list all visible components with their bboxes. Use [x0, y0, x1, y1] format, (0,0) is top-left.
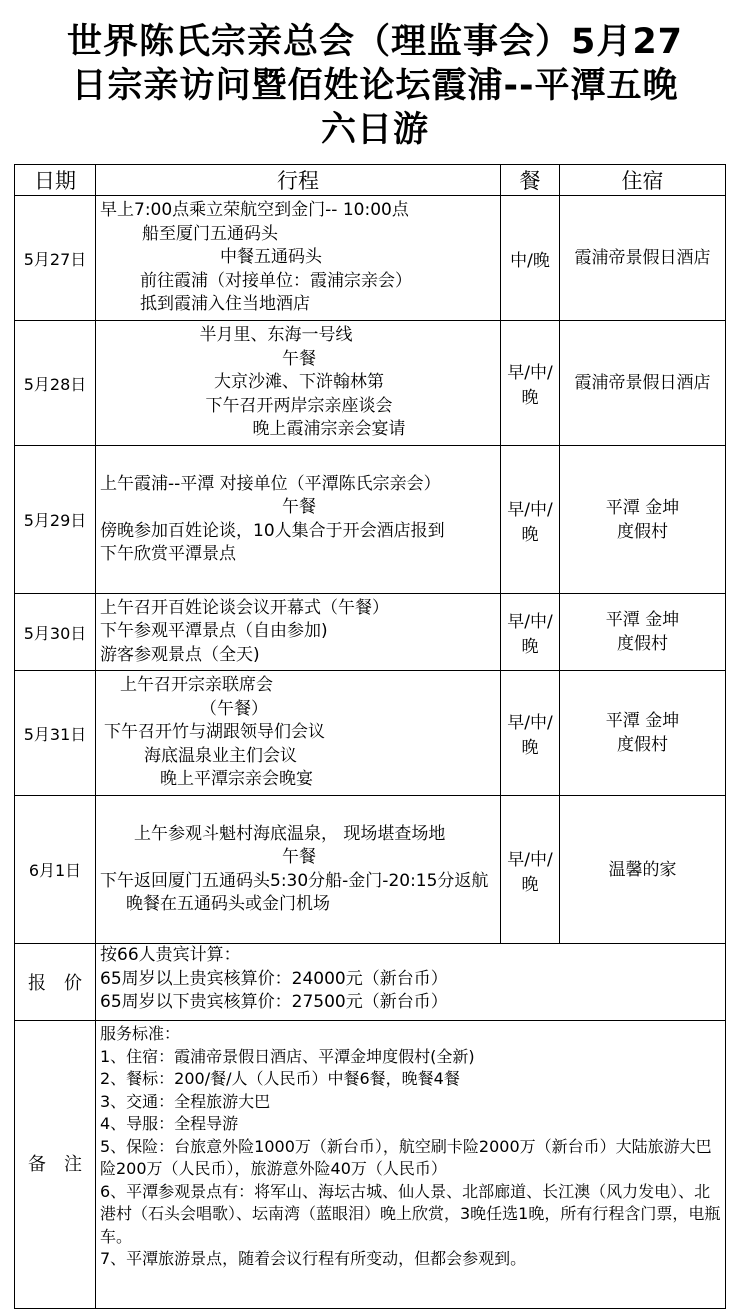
row-stay: 霞浦帝景假日酒店	[560, 196, 726, 321]
itinerary-line: 午餐	[282, 847, 316, 867]
row-itinerary	[96, 796, 501, 944]
row-date: 5月31日	[15, 671, 96, 796]
title-line: 日宗亲访问暨佰姓论坛霞浦--平潭五晚	[71, 66, 679, 106]
row-itinerary	[96, 321, 501, 446]
table-row	[15, 671, 726, 796]
notes-label: 备 注	[15, 1021, 96, 1309]
header-stay: 住宿	[560, 165, 726, 196]
row-itinerary	[96, 671, 501, 796]
itinerary-line: 晚上平潭宗亲会晚宴	[160, 769, 313, 790]
header-meal: 餐	[501, 165, 560, 196]
itinerary-table	[14, 164, 726, 1309]
header-itinerary: 行程	[96, 165, 501, 196]
header-date: 日期	[15, 165, 96, 196]
table-row	[15, 446, 726, 594]
row-date: 5月30日	[15, 594, 96, 671]
price-line: 65周岁以上贵宾核算价：24000元（新台币）	[100, 968, 448, 989]
itinerary-line: 傍晚参加百姓论谈，10人集合于开会酒店报到	[100, 520, 445, 541]
notes-line: 2、餐标：200/餐/人（人民币）中餐6餐，晚餐4餐	[100, 1069, 460, 1088]
price-details	[96, 944, 726, 1021]
row-date: 5月28日	[15, 321, 96, 446]
itinerary-line: 半月里、东海一号线	[199, 325, 353, 346]
itinerary-line: 晚上霞浦宗亲会宴请	[252, 419, 406, 440]
itinerary-line: 下午欣赏平潭景点	[100, 544, 236, 564]
row-itinerary	[96, 594, 501, 671]
itinerary-line: 下午参观平潭景点（自由参加)	[100, 621, 328, 642]
row-itinerary	[96, 196, 501, 321]
title-line: 六日游	[320, 110, 429, 150]
itinerary-line: 前往霞浦（对接单位：霞浦宗亲会）	[140, 270, 412, 291]
title-line: 世界陈氏宗亲总会（理监事会）5月27	[66, 22, 684, 62]
row-date: 5月29日	[15, 446, 96, 594]
itinerary-line: 船至厦门五通码头	[142, 223, 278, 244]
row-meal: 早/中/晚	[501, 796, 560, 944]
row-date: 6月1日	[15, 796, 96, 944]
itinerary-line: 下午召开两岸宗亲座谈会	[205, 395, 393, 416]
itinerary-line: 上午霞浦--平潭 对接单位（平潭陈氏宗亲会）	[100, 473, 441, 494]
itinerary-line: 上午召开宗亲联席会	[120, 675, 273, 696]
row-stay: 平潭 金坤度假村	[560, 594, 726, 671]
itinerary-line: 早上7:00点乘立荣航空到金门-- 10:00点	[100, 200, 409, 221]
row-stay: 平潭 金坤度假村	[560, 671, 726, 796]
itinerary-line: 上午召开百姓论谈会议开幕式（午餐）	[100, 597, 389, 618]
notes-line: 5、保险：台旅意外险1000万（新台币），航空刷卡险2000万（新台币）大陆旅游大巴险200万（人民币），旅游意外险40万（人民币）	[100, 1136, 712, 1178]
table-row	[15, 196, 726, 321]
row-stay: 平潭 金坤度假村	[560, 446, 726, 594]
itinerary-line: 上午参观斗魁村海底温泉， 现场堪查场地	[134, 823, 446, 844]
itinerary-line: 抵到霞浦入住当地酒店	[140, 294, 310, 315]
row-meal: 中/晚	[501, 196, 560, 321]
row-meal: 早/中/晚	[501, 321, 560, 446]
itinerary-line: 下午返回厦门五通码头5:30分船-金门-20:15分返航	[100, 870, 489, 891]
itinerary-line: 午餐	[282, 497, 316, 517]
notes-line: 服务标准：	[100, 1024, 181, 1043]
notes-line: 1、住宿：霞浦帝景假日酒店、平潭金坤度假村(全新)	[100, 1046, 475, 1066]
itinerary-line: 中餐五通码头	[220, 247, 322, 268]
notes-details	[96, 1021, 726, 1309]
document-title	[0, 0, 750, 165]
notes-line: 3、交通：全程旅游大巴	[100, 1091, 271, 1111]
table-row	[15, 796, 726, 944]
row-itinerary	[96, 446, 501, 594]
row-meal: 早/中/晚	[501, 671, 560, 796]
table-row	[15, 594, 726, 671]
row-meal: 早/中/晚	[501, 594, 560, 671]
itinerary-line: 游客参观景点（全天)	[100, 644, 260, 665]
price-label: 报 价	[15, 944, 96, 1021]
notes-line: 6、平潭参观景点有：将军山、海坛古城、仙人景、北部廊道、长江澳（风力发电）、北港村（石头会唱歌）、坛南湾（蓝眼泪）晚上欣赏，3晚任选1晚，所有行程含门票，电瓶车。	[100, 1181, 721, 1246]
price-line: 按66人贵宾计算：	[100, 945, 241, 965]
notes-line: 7、平潭旅游景点，随着会议行程有所变动，但都会参观到。	[100, 1249, 527, 1268]
table-row	[15, 321, 726, 446]
itinerary-line: 海底温泉业主们会议	[144, 745, 297, 766]
price-row	[15, 944, 726, 1021]
notes-row	[15, 1021, 726, 1309]
row-stay: 霞浦帝景假日酒店	[560, 321, 726, 446]
price-line: 65周岁以下贵宾核算价：27500元（新台币）	[100, 992, 448, 1012]
row-date: 5月27日	[15, 196, 96, 321]
itinerary-line: 大京沙滩、下浒翰林第	[214, 372, 384, 393]
itinerary-line: 下午召开竹与湖跟领导们会议	[104, 722, 325, 743]
itinerary-line: 午餐	[282, 348, 316, 369]
table-header-row	[15, 165, 726, 196]
itinerary-line: 晚餐在五通码头或金门机场	[126, 894, 330, 914]
notes-line: 4、导服：全程导游	[100, 1114, 239, 1133]
row-meal: 早/中/晚	[501, 446, 560, 594]
row-stay: 温馨的家	[560, 796, 726, 944]
itinerary-line: （午餐）	[200, 698, 268, 719]
